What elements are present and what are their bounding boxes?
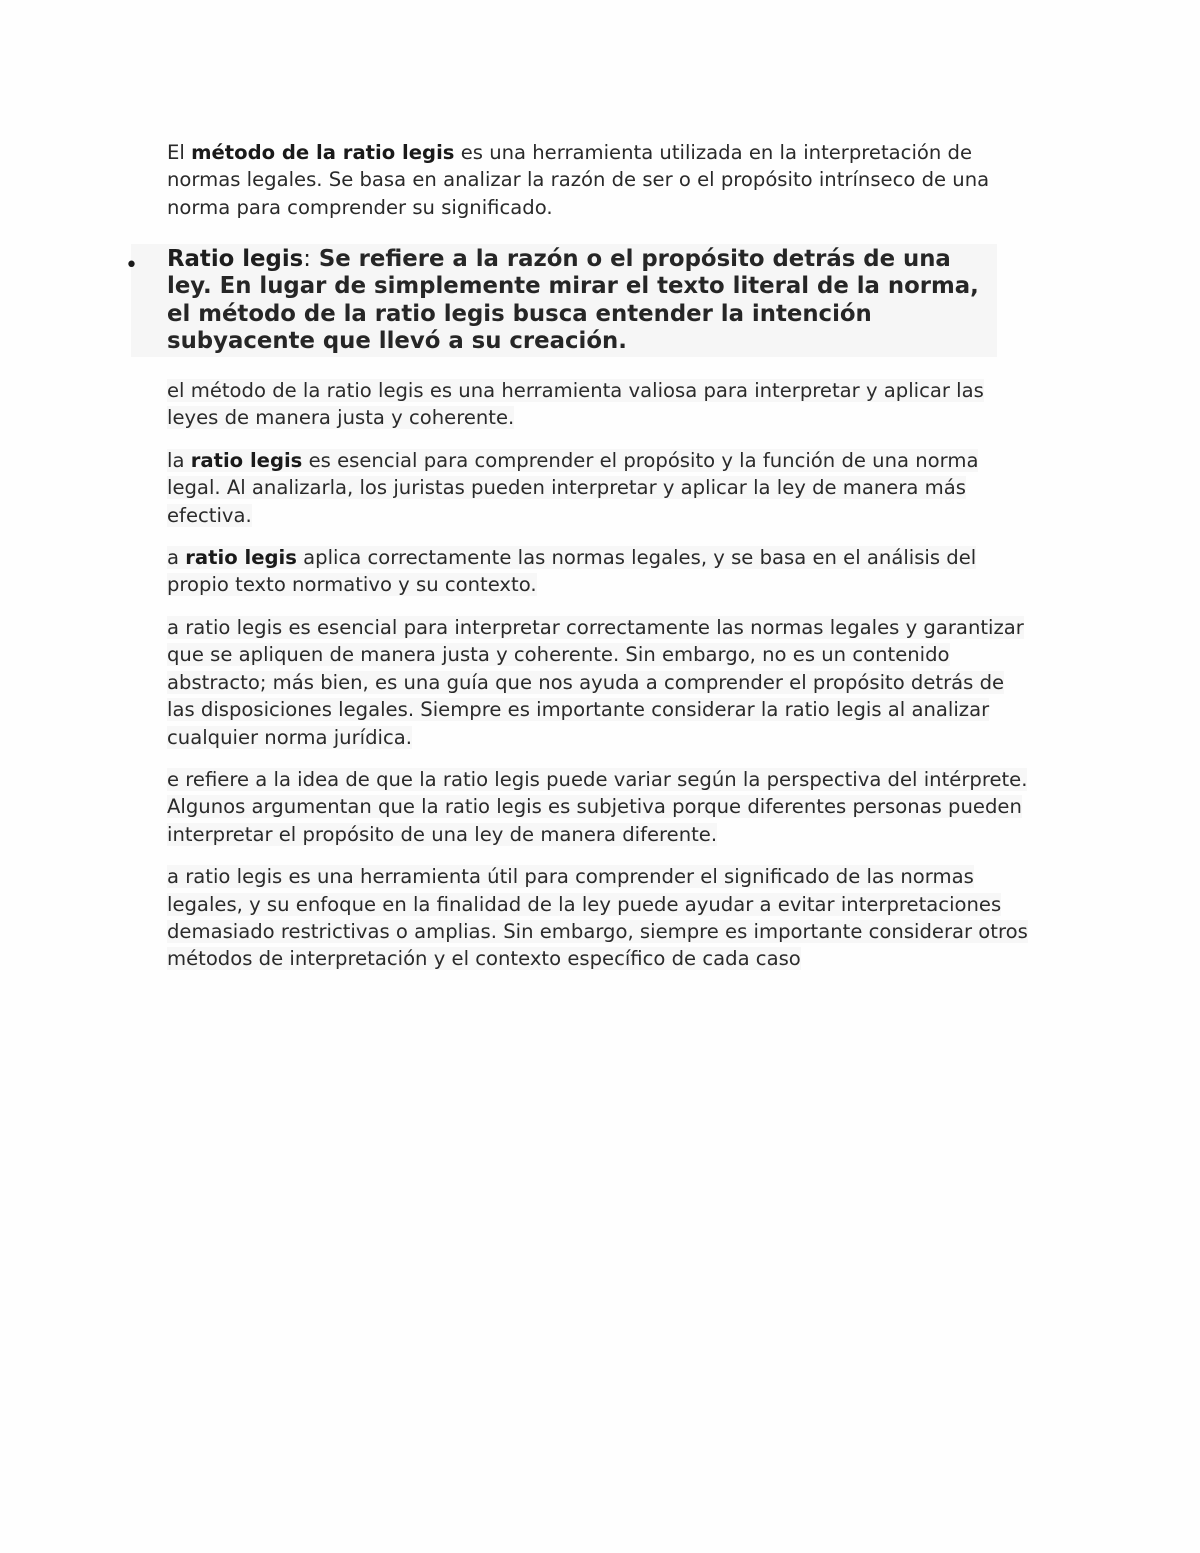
paragraph-3: [167, 544, 1037, 599]
paragraph-5: [167, 766, 1037, 848]
bullet-text: [167, 246, 997, 355]
paragraph-3-suffix: aplica correctamente las normas legales, y se basa en el análisis del propio texto normativo y su contexto.: [167, 546, 977, 597]
paragraph-2-bold-term: ratio legis: [190, 448, 303, 472]
intro-suffix: es una herramienta utilizada en la interpretación de normas legales. Se basa en analizar la razón de ser o el propósito intrínseco de una norma para comprender su significado.: [167, 141, 990, 219]
paragraph-1-text: el método de la ratio legis es una herramienta valiosa para interpretar y aplicar las leyes de manera justa y coherente.: [167, 379, 984, 430]
paragraph-1: [167, 377, 1037, 432]
paragraph-2: [167, 447, 1037, 529]
paragraph-6: [167, 863, 1037, 973]
paragraph-3-prefix: a: [167, 546, 186, 570]
bullet-colon: :: [303, 246, 311, 273]
paragraph-6-text: a ratio legis es una herramienta útil para comprender el significado de las normas legales, y su enfoque en la finalidad de la ley puede ayudar a evitar interpretaciones demasiado restrictivas o amplias. Sin embargo, siempre es importante considerar otros métodos de interpretación y el contexto específico de cada caso: [167, 865, 1028, 971]
paragraph-4-text: a ratio legis es esencial para interpretar correctamente las normas legales y garantizar que se apliquen de manera justa y coherente. Sin embargo, no es un contenido abstracto; más bien, es una guía que nos ayuda a comprender el propósito detrás de las disposiciones legales. Siempre es importante considerar la ratio legis al analizar cualquier norma jurídica.: [167, 615, 1024, 749]
paragraph-3-bold-term: ratio legis: [185, 546, 297, 570]
paragraph-5-text: e refiere a la idea de que la ratio legis puede variar según la perspectiva del intérprete. Algunos argumentan que la ratio legis es subjetiva porque diferentes personas pueden interpretar el propósito de una ley de manera diferente.: [167, 767, 1028, 846]
paragraph-2-suffix: es esencial para comprender el propósito y la función de una norma legal. Al analizarla, los juristas pueden interpretar y aplicar la ley de manera más efectiva.: [167, 448, 979, 527]
bullet-marker: •: [125, 253, 138, 279]
bullet-description: Se refiere a la razón o el propósito detrás de una ley. En lugar de simplemente mirar el texto literal de la norma, el método de la ratio legis busca entender la intención subyacente que llevó a su creación.: [167, 246, 979, 354]
document-body: [125, 139, 1037, 988]
intro-paragraph: [167, 139, 1037, 221]
intro-bold-term: método de la ratio legis: [191, 141, 455, 164]
paragraph-4: [167, 614, 1037, 751]
bullet-item-ratio-legis: [125, 244, 997, 357]
bullet-term: Ratio legis: [167, 246, 304, 273]
intro-prefix: El: [167, 141, 192, 164]
paragraph-2-prefix: la: [167, 448, 191, 472]
